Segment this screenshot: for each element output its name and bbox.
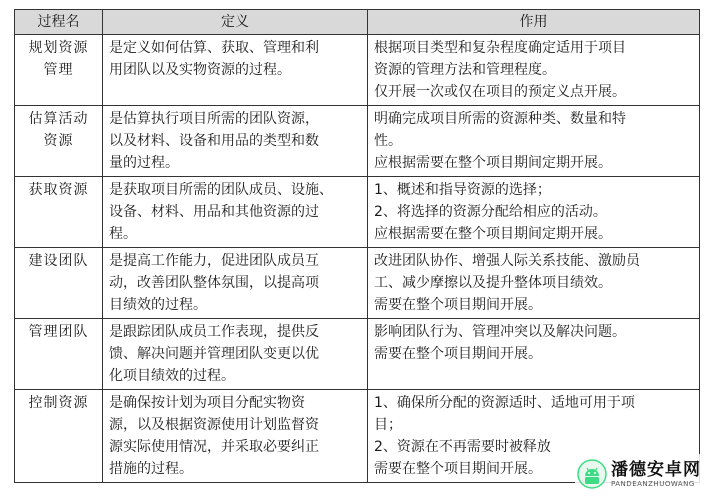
resource-process-table	[14, 9, 700, 483]
table-header-row	[15, 10, 700, 35]
process-name-cell-line: 管理	[43, 62, 74, 78]
definition-cell-line: 是确保按计划为项目分配实物资	[109, 395, 305, 411]
purpose-cell-line: 应根据需要在整个项目期间定期开展。	[374, 226, 612, 242]
purpose-cell	[368, 319, 700, 390]
purpose-cell-line: 资源的管理方法和管理程度。	[374, 62, 556, 78]
purpose-cell-line: 应根据需要在整个项目期间定期开展。	[374, 155, 612, 171]
site-watermark	[575, 454, 703, 494]
definition-cell-line: 用团队以及实物资源的过程。	[109, 62, 291, 78]
purpose-cell	[368, 106, 700, 177]
definition-cell-line: 是定义如何估算、获取、管理和利	[109, 40, 319, 56]
purpose-cell-line: 需要在整个项目期间开展。	[374, 297, 542, 313]
definition-cell-line: 程。	[109, 226, 137, 242]
header-purpose: 作用	[368, 10, 700, 35]
definition-cell-line: 动，改善团队整体氛围，以提高项	[109, 275, 319, 291]
definition-cell-line: 源，以及根据资源使用计划监督资	[109, 417, 319, 433]
definition-cell-line: 量的过程。	[109, 155, 179, 171]
process-name-cell-line: 资源	[43, 133, 74, 149]
table-row	[15, 177, 700, 248]
process-name-cell-line: 规划资源	[28, 40, 89, 56]
table-row	[15, 106, 700, 177]
definition-cell-line: 措施的过程。	[109, 461, 193, 477]
process-name-cell	[15, 390, 103, 483]
table-row	[15, 319, 700, 390]
purpose-cell-line: 改进团队协作、增强人际关系技能、激励员	[374, 253, 640, 269]
definition-cell	[103, 390, 368, 483]
definition-cell-line: 是获取项目所需的团队成员、设施、	[109, 182, 333, 198]
purpose-cell-line: 目；	[374, 417, 402, 433]
definition-cell-line: 是估算执行项目所需的团队资源，	[109, 111, 319, 127]
process-name-cell	[15, 35, 103, 106]
process-name-cell	[15, 106, 103, 177]
process-name-cell-line: 管理团队	[28, 324, 89, 340]
process-name-cell	[15, 319, 103, 390]
process-name-cell	[15, 248, 103, 319]
purpose-cell-line: 2、资源在不再需要时被释放	[374, 439, 551, 455]
definition-cell-line: 化项目绩效的过程。	[109, 368, 235, 384]
purpose-cell	[368, 248, 700, 319]
purpose-cell-line: 影响团队行为、管理冲突以及解决问题。	[374, 324, 626, 340]
process-name-cell-line: 建设团队	[28, 253, 89, 269]
process-name-cell	[15, 177, 103, 248]
purpose-cell-line: 仅开展一次或仅在项目的预定义点开展。	[374, 84, 626, 100]
definition-cell	[103, 248, 368, 319]
table-row	[15, 35, 700, 106]
purpose-cell-line: 需要在整个项目期间开展。	[374, 461, 542, 477]
definition-cell	[103, 319, 368, 390]
purpose-cell-line: 2、将选择的资源分配给相应的活动。	[374, 204, 607, 220]
purpose-cell-line: 性。	[374, 133, 402, 149]
purpose-cell-line: 1、确保所分配的资源适时、适地可用于项	[374, 395, 635, 411]
process-name-cell-line: 获取资源	[28, 182, 89, 198]
definition-cell	[103, 106, 368, 177]
header-process-name: 过程名	[15, 10, 103, 35]
process-name-cell-line: 控制资源	[28, 395, 89, 411]
definition-cell	[103, 35, 368, 106]
definition-cell-line: 以及材料、设备和用品的类型和数	[109, 133, 319, 149]
definition-cell-line: 是跟踪团队成员工作表现，提供反	[109, 324, 319, 340]
purpose-cell	[368, 177, 700, 248]
definition-cell-line: 源实际使用情况，并采取必要纠正	[109, 439, 319, 455]
definition-cell-line: 是提高工作能力，促进团队成员互	[109, 253, 319, 269]
android-robot-icon	[577, 459, 607, 489]
definition-cell-line: 设备、材料、用品和其他资源的过	[109, 204, 319, 220]
definition-cell-line: 目绩效的过程。	[109, 297, 207, 313]
purpose-cell-line: 根据项目类型和复杂程度确定适用于项目	[374, 40, 626, 56]
purpose-cell-line: 明确完成项目所需的资源种类、数量和特	[374, 111, 626, 127]
purpose-cell-line: 需要在整个项目期间开展。	[374, 346, 542, 362]
header-definition: 定义	[103, 10, 368, 35]
purpose-cell	[368, 35, 700, 106]
watermark-sub-text: PANDEANZHUOWANG	[611, 479, 695, 488]
purpose-cell-line: 工、减少摩擦以及提升整体项目绩效。	[374, 275, 612, 291]
definition-cell	[103, 177, 368, 248]
table-body	[15, 35, 700, 483]
watermark-text	[611, 460, 701, 489]
purpose-cell-line: 1、概述和指导资源的选择；	[374, 182, 551, 198]
definition-cell-line: 馈、解决问题并管理团队变更以优	[109, 346, 319, 362]
watermark-main-text: 潘德安卓网	[611, 459, 701, 480]
table-row	[15, 248, 700, 319]
process-name-cell-line: 估算活动	[28, 111, 89, 127]
